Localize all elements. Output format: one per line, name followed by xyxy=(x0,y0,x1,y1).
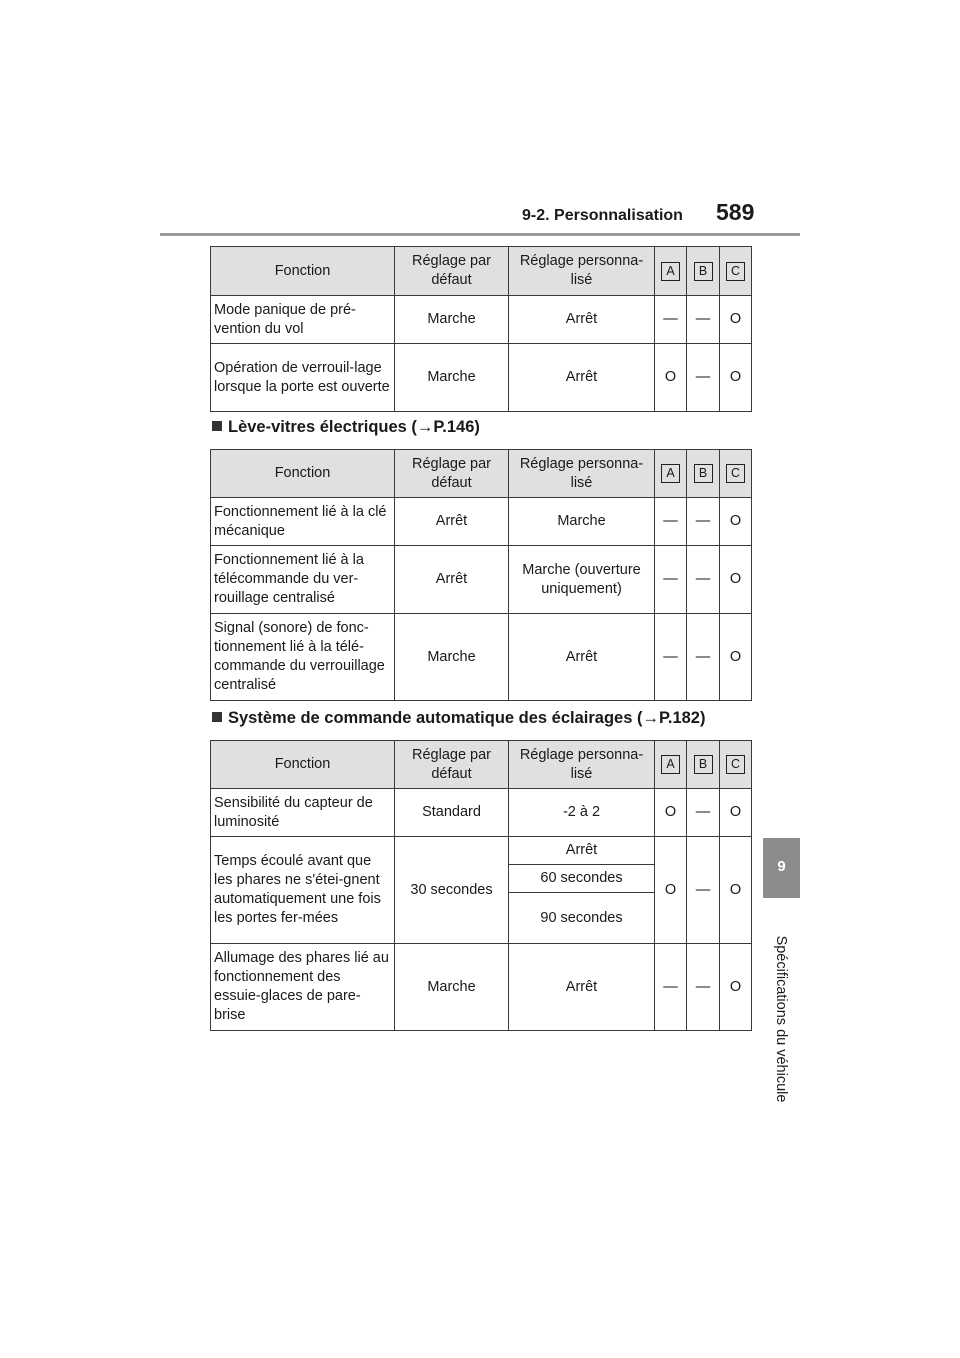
col-c: C xyxy=(726,262,745,281)
section-heading-power-windows: Lève-vitres électriques (→P.146) xyxy=(212,418,480,437)
cell-function: Sensibilité du capteur de luminosité xyxy=(211,789,395,837)
cell-function: Allumage des phares lié au fonctionnement des essuie-glaces de pare-brise xyxy=(211,944,395,1031)
table-row xyxy=(211,546,752,614)
col-a: A xyxy=(661,464,680,483)
cell-custom-option: 60 secondes xyxy=(509,865,655,893)
col-c: C xyxy=(726,755,745,774)
bullet-square-icon xyxy=(212,421,222,431)
cell-a: — xyxy=(655,944,687,1031)
cell-c: O xyxy=(720,344,752,412)
col-fonction: Fonction xyxy=(211,247,395,296)
col-custom: Réglage personna-lisé xyxy=(509,741,655,789)
table-row xyxy=(211,944,752,1031)
cell-b: — xyxy=(687,789,720,837)
cell-b: — xyxy=(687,296,720,344)
cell-custom: Arrêt xyxy=(509,614,655,701)
cell-b: — xyxy=(687,944,720,1031)
cell-b: — xyxy=(687,546,720,614)
table-row xyxy=(211,789,752,837)
cell-a: O xyxy=(655,344,687,412)
col-a: A xyxy=(661,755,680,774)
cell-c: O xyxy=(720,546,752,614)
table-header-row xyxy=(211,741,752,789)
section-heading-auto-lights: Système de commande automatique des éclairages (→P.182) xyxy=(212,709,705,728)
col-custom: Réglage personna-lisé xyxy=(509,247,655,296)
cell-default: Marche xyxy=(395,344,509,412)
cell-function: Fonctionnement lié à la clé mécanique xyxy=(211,498,395,546)
bullet-square-icon xyxy=(212,712,222,722)
cell-c: O xyxy=(720,944,752,1031)
col-fonction: Fonction xyxy=(211,450,395,498)
cell-b: — xyxy=(687,344,720,412)
cell-c: O xyxy=(720,789,752,837)
cell-function: Mode panique de pré-vention du vol xyxy=(211,296,395,344)
table-row xyxy=(211,614,752,701)
cell-default: 30 secondes xyxy=(395,837,509,944)
cell-a: O xyxy=(655,789,687,837)
col-b: B xyxy=(694,464,713,483)
cell-function: Temps écoulé avant que les phares ne s'étei-gnent automatiquement une fois les portes fer-mées xyxy=(211,837,395,944)
chapter-label: Spécifications du véhicule xyxy=(773,935,789,1103)
cell-default: Marche xyxy=(395,614,509,701)
col-custom: Réglage personna-lisé xyxy=(509,450,655,498)
col-default: Réglage par défaut xyxy=(395,247,509,296)
cell-custom: Arrêt xyxy=(509,344,655,412)
page-header xyxy=(0,0,960,240)
cell-custom: -2 à 2 xyxy=(509,789,655,837)
chapter-number: 9 xyxy=(777,858,786,875)
table-auto-lights xyxy=(210,740,752,1031)
chapter-tab xyxy=(763,838,800,898)
col-default: Réglage par défaut xyxy=(395,450,509,498)
cell-default: Arrêt xyxy=(395,498,509,546)
cell-b: — xyxy=(687,614,720,701)
cell-function: Opération de verrouil-lage lorsque la porte est ouverte xyxy=(211,344,395,412)
cell-default: Marche xyxy=(395,944,509,1031)
cell-custom: Arrêt xyxy=(509,944,655,1031)
col-default: Réglage par défaut xyxy=(395,741,509,789)
col-fonction: Fonction xyxy=(211,741,395,789)
cell-a: — xyxy=(655,614,687,701)
col-b: B xyxy=(694,755,713,774)
table-header-row xyxy=(211,247,752,296)
cell-default: Marche xyxy=(395,296,509,344)
cell-custom: Arrêt xyxy=(509,296,655,344)
cell-a: — xyxy=(655,546,687,614)
table-row xyxy=(211,344,752,412)
header-rule xyxy=(160,233,800,236)
cell-custom-option: 90 secondes xyxy=(509,893,655,944)
table-antitheft xyxy=(210,246,752,412)
col-c: C xyxy=(726,464,745,483)
cell-a: O xyxy=(655,837,687,944)
cell-b: — xyxy=(687,837,720,944)
col-b: B xyxy=(694,262,713,281)
cell-a: — xyxy=(655,498,687,546)
cell-function: Fonctionnement lié à la télécommande du ver-rouillage centralisé xyxy=(211,546,395,614)
table-header-row xyxy=(211,450,752,498)
cell-default: Arrêt xyxy=(395,546,509,614)
col-a: A xyxy=(661,262,680,281)
table-power-windows xyxy=(210,449,752,701)
cell-c: O xyxy=(720,837,752,944)
table-row xyxy=(211,498,752,546)
cell-custom-option: Arrêt xyxy=(509,837,655,865)
cell-custom: Marche (ouverture uniquement) xyxy=(509,546,655,614)
cell-c: O xyxy=(720,614,752,701)
cell-a: — xyxy=(655,296,687,344)
cell-custom: Marche xyxy=(509,498,655,546)
cell-c: O xyxy=(720,498,752,546)
cell-b: — xyxy=(687,498,720,546)
page-number: 589 xyxy=(716,199,755,225)
section-title: 9-2. Personnalisation xyxy=(522,207,683,224)
table-row xyxy=(211,837,752,865)
cell-c: O xyxy=(720,296,752,344)
cell-default: Standard xyxy=(395,789,509,837)
cell-function: Signal (sonore) de fonc-tionnement lié à la télé-commande du verrouillage centralisé xyxy=(211,614,395,701)
table-row xyxy=(211,296,752,344)
